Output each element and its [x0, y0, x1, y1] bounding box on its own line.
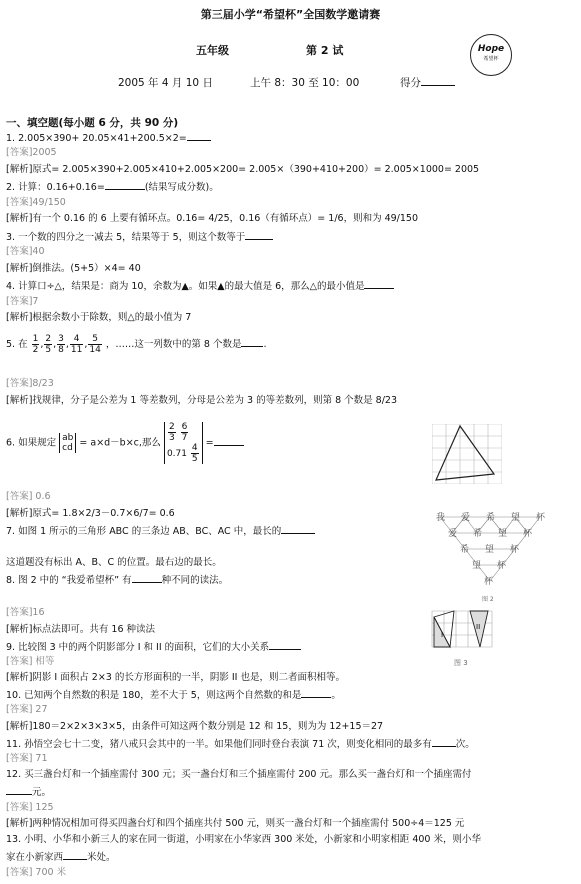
figure-2-char: 爱: [461, 513, 471, 523]
hope-cup-logo: Hope 希望杯: [470, 34, 512, 76]
explanation-4: [解析]根据余数小于除数，则△的最小值为 7: [6, 312, 192, 323]
round-label: 第 2 试: [306, 44, 344, 57]
question-6: 6. 如果规定 ab cd = a×d－b×c,那么 $\frac{2}{3}$ $\frac{6}{7}$ 0.71 $\frac{4}{5}$ =: [6, 422, 244, 464]
answer-4: [答案]7: [6, 296, 39, 307]
shaded-region-2-label: II: [476, 623, 481, 631]
question-2: 2. 计算：0.16+0.16= (结果写成分数)。: [6, 182, 219, 193]
figure-2-char: 望: [511, 513, 521, 523]
figure-2-char: 望: [498, 529, 508, 539]
answer-11: [答案] 71: [6, 753, 48, 764]
shaded-region-1-label: I: [441, 631, 444, 639]
page-title: 第三届小学“希望杯”全国数学邀请赛: [200, 8, 381, 21]
explanation-5: [解析]找规律，分子是公差为 1 等差数列，分母是公差为 3 的等差数列，则第 8 个数是 8/23: [6, 395, 398, 406]
question-7: 7. 如图 1 所示的三角形 ABC 的三条边 AB、BC、AC 中，最长的: [6, 524, 315, 538]
figure-2-char: 希: [460, 545, 470, 555]
question-12-cont: 元。: [6, 785, 51, 799]
exam-date: 2005 年 4 月 10 日: [118, 77, 213, 89]
figure-2-char: 望: [485, 545, 495, 555]
explanation-2: [解析]有一个 0.16 的 6 上要有循环点。0.16= 4/25，0.16（有循环点）= 1/6，则和为 49/150: [6, 213, 419, 224]
section-title: 一、填空题(每小题 6 分，共 90 分): [6, 117, 179, 129]
answer-6: [答案] 0.6: [6, 491, 51, 502]
figure-2-char: 希: [473, 529, 483, 539]
answer-13: [答案] 700 米: [6, 867, 67, 878]
answer-1: [答案]2005: [6, 147, 57, 158]
question-1: 1. 2.005×390+ 20.05×41+200.5×2=: [6, 131, 211, 145]
figure-2-char: 我: [436, 513, 446, 523]
question-5: 5. 在 $\frac{1}{2}$ , $\frac{2}{5}$ , $\frac{3}{8}$ , $\frac{4}{11}$ , $\frac{5}{14}$ ，……这一列数中的第 8 个数是 .: [6, 334, 267, 355]
note-7: 这道题没有标出 A、B、C 的位置。最右边的最长。: [6, 557, 222, 568]
figure-2-char: 杯: [484, 577, 494, 587]
explanation-10: [解析]180＝2×2×3×3×5，由条件可知这两个数分别是 12 和 15，则为为 12+15＝27: [6, 721, 384, 732]
figure-2-char: 杯: [497, 561, 507, 571]
answer-8: [答案]16: [6, 607, 45, 618]
exam-time: 上午 8：30 至 10：00: [250, 77, 360, 89]
fraction-sequence: $\frac{1}{2}$ , $\frac{2}{5}$ , $\frac{3}{8}$ , $\frac{4}{11}$ , $\frac{5}{14}$: [32, 334, 101, 355]
answer-2: [答案]49/150: [6, 197, 66, 208]
figure-2-char: 望: [472, 561, 482, 571]
sequence-fraction: $\frac{5}{14}$: [89, 334, 101, 355]
explanation-9: [解析]阴影 I 面积占 2×3 的长方形面积的一半，阴影 II 也是，则二者面积相等。: [6, 672, 345, 683]
figure-3-shaded-areas: [428, 607, 508, 669]
explanation-1: [解析]原式= 2.005×390+2.005×410+2.005×200= 2.005×（390+410+200）= 2.005×1000= 2005: [6, 164, 480, 175]
explanation-3: [解析]倒推法。(5+5）×4= 40: [6, 263, 141, 274]
figure-2-char: 希: [486, 513, 496, 523]
question-8: 8. 图 2 中的 “我爱希望杯” 有 种不同的读法。: [6, 575, 229, 586]
answer-9: [答案] 相等: [6, 656, 55, 667]
question-10: 10. 已知两个自然数的积是 180，差不大于 5，则这两个自然数的和是 。: [6, 690, 341, 701]
figure-2-char: 杯: [510, 545, 520, 555]
answer-10: [答案] 27: [6, 704, 48, 715]
question-13: 13. 小明、小华和小新三人的家在同一街道，小明家在小华家西 300 米处，小新家和小明家相距 400 米，则小华: [6, 834, 481, 845]
sequence-fraction: $\frac{1}{2}$: [32, 334, 39, 355]
sequence-fraction: $\frac{4}{11}$: [70, 334, 83, 355]
sequence-fraction: $\frac{2}{5}$: [45, 334, 52, 355]
explanation-12: [解析]两种情况相加可得买四盏台灯和四个插座共付 500 元，则买一盏台灯和一个插座需付 500÷4＝125 元: [6, 818, 465, 829]
explanation-6: [解析]原式= 1.8×2/3－0.7×6/7= 0.6: [6, 508, 175, 519]
question-12: 12. 买三盏台灯和一个插座需付 300 元；买一盏台灯和三个插座需付 200 元。那么买一盏台灯和一个插座需付: [6, 769, 472, 780]
question-11: 11. 孙悟空会七十二变，猪八戒只会其中的一半。如果他们同时登台表演 71 次，则变化相同的最多有 次。: [6, 739, 475, 750]
figure-3-label: 图 3: [454, 659, 468, 667]
score-field: 得分: [400, 75, 455, 90]
explanation-8: [解析]标点法即可。共有 16 种读法: [6, 624, 156, 635]
determinant-problem: $\frac{2}{3}$ $\frac{6}{7}$ 0.71 $\frac{4}{5}$: [164, 422, 203, 464]
question-4: 4. 计算口÷△，结果是：商为 10，余数为▲。如果▲的最大值是 6，那么△的最小值是: [6, 279, 394, 293]
answer-5: [答案]8/23: [6, 378, 54, 389]
question-13-cont: 家在小新家西 米处。: [6, 852, 116, 863]
figure-2-char: 杯: [536, 513, 546, 523]
figure-2-word-triangle: [420, 505, 560, 605]
question-3: 3. 一个数的四分之一减去 5，结果等于 5，则这个数等于: [6, 230, 273, 244]
question-9: 9. 比较图 3 中的两个阴影部分 I 和 II 的面积，它们的大小关系: [6, 640, 301, 654]
figure-2-label: 图 2: [482, 596, 494, 603]
answer-3: [答案]40: [6, 246, 45, 257]
sequence-fraction: $\frac{3}{8}$: [58, 334, 64, 355]
figure-2-char: 爱: [448, 529, 458, 539]
grade-label: 五年级: [196, 44, 229, 57]
figure-2-char: 杯: [523, 529, 533, 539]
determinant-definition: ab cd: [59, 433, 76, 453]
figure-1-triangle-grid: [432, 424, 502, 484]
answer-12: [答案] 125: [6, 802, 54, 813]
